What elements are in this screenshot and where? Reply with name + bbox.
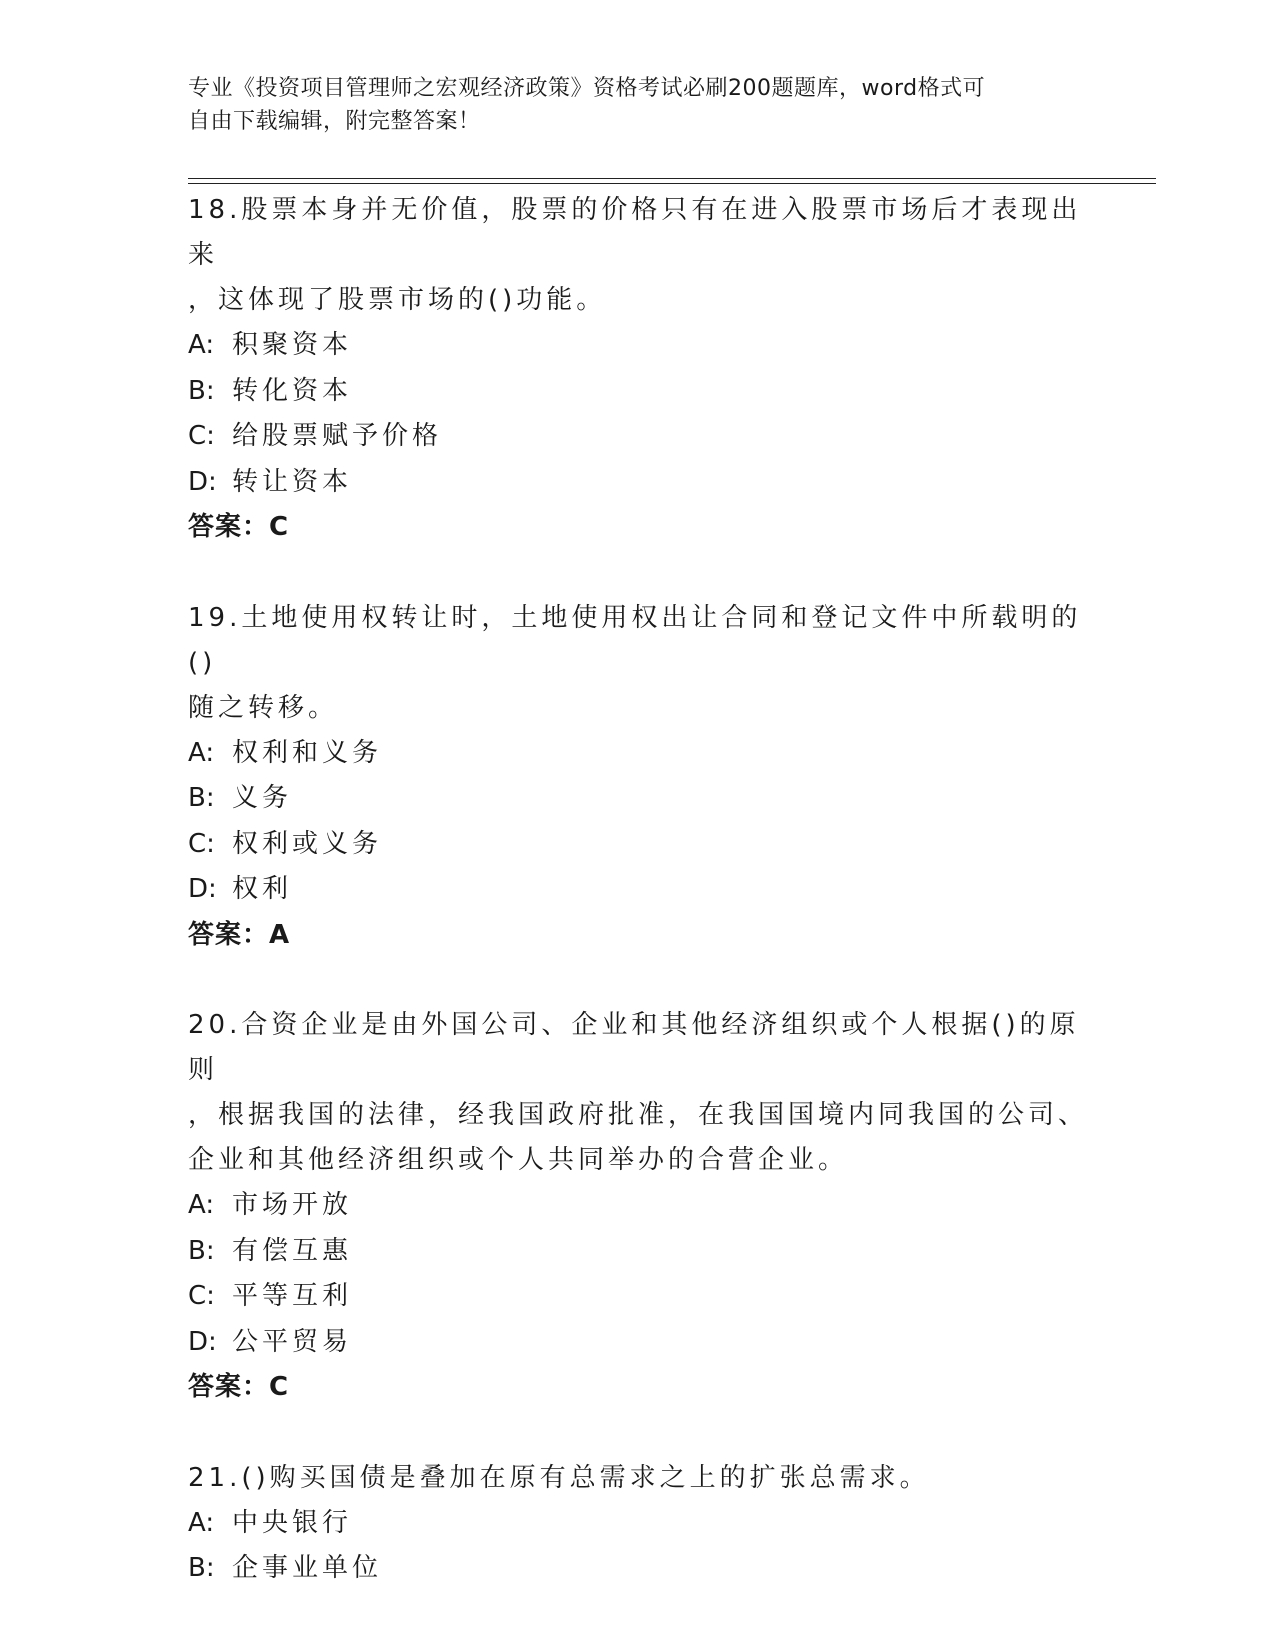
question-stem-line: ，根据我国的法律，经我国政府批准，在我国国境内同我国的公司、 (188, 1100, 1089, 1130)
option-text: 给股票赋予价格 (232, 421, 443, 451)
question-19 (188, 596, 1108, 959)
header-intro-line-1: 专业《投资项目管理师之宏观经济政策》资格考试必刷200题题库，word格式可 (188, 76, 986, 101)
header-divider-top (188, 178, 1156, 179)
option-text: 有偿互惠 (232, 1235, 353, 1266)
question-20 (188, 1003, 1108, 1411)
option-text: 企事业单位 (232, 1553, 383, 1583)
option-a (188, 1183, 1108, 1229)
option-letter: A: (188, 1190, 215, 1220)
option-text: 平等互利 (232, 1281, 353, 1311)
option-c (188, 414, 1108, 460)
option-b (188, 1229, 1108, 1275)
option-letter: A: (188, 1507, 215, 1538)
option-letter: D: (188, 874, 217, 904)
question-21 (188, 1456, 1108, 1592)
question-stem-line: 21.()购买国债是叠加在原有总需求之上的扩张总需求。 (188, 1462, 930, 1493)
option-letter: A: (188, 737, 215, 768)
option-text: 公平贸易 (232, 1326, 353, 1357)
option-letter: A: (188, 330, 215, 360)
option-text: 市场开放 (232, 1190, 353, 1220)
option-letter: C: (188, 421, 215, 451)
option-c (188, 822, 1108, 868)
option-b (188, 369, 1108, 415)
option-letter: B: (188, 1235, 215, 1266)
option-b (188, 1546, 1108, 1592)
option-a (188, 1501, 1108, 1547)
document-header (188, 72, 1068, 138)
option-letter: B: (188, 783, 215, 813)
answer-line: 答案：C (188, 1372, 290, 1402)
question-stem-line: 18.股票本身并无价值，股票的价格只有在进入股票市场后才表现出来 (188, 195, 1082, 270)
option-text: 积聚资本 (232, 330, 353, 360)
option-a (188, 731, 1108, 777)
header-divider-bottom (188, 183, 1156, 184)
option-text: 转化资本 (232, 375, 353, 406)
option-text: 中央银行 (232, 1507, 353, 1538)
option-letter: C: (188, 828, 215, 859)
option-d (188, 1320, 1108, 1366)
option-d (188, 867, 1108, 913)
answer-line: 答案：C (188, 512, 290, 542)
option-letter: D: (188, 1326, 217, 1357)
question-list (188, 188, 1108, 1613)
option-letter: C: (188, 1281, 215, 1311)
option-letter: B: (188, 1553, 215, 1583)
answer-line: 答案：A (188, 919, 291, 950)
option-text: 权利 (232, 874, 293, 904)
option-letter: B: (188, 375, 215, 406)
question-stem-line: 随之转移。 (188, 692, 339, 723)
question-18 (188, 188, 1108, 551)
option-d (188, 460, 1108, 506)
option-text: 转让资本 (232, 466, 353, 497)
question-stem-line: 19.土地使用权转让时，土地使用权出让合同和登记文件中所载明的() (188, 602, 1082, 678)
option-text: 义务 (232, 783, 293, 813)
question-stem-line: 企业和其他经济组织或个人共同举办的合营企业。 (188, 1145, 849, 1175)
option-letter: D: (188, 466, 217, 497)
question-stem-line: ，这体现了股票市场的()功能。 (188, 285, 607, 315)
option-text: 权利或义务 (232, 828, 383, 859)
option-b (188, 776, 1108, 822)
question-stem-line: 20.合资企业是由外国公司、企业和其他经济组织或个人根据()的原则 (188, 1010, 1080, 1085)
option-c (188, 1274, 1108, 1320)
header-intro-line-2: 自由下载编辑，附完整答案！ (188, 109, 481, 134)
option-a (188, 323, 1108, 369)
option-text: 权利和义务 (232, 737, 383, 768)
